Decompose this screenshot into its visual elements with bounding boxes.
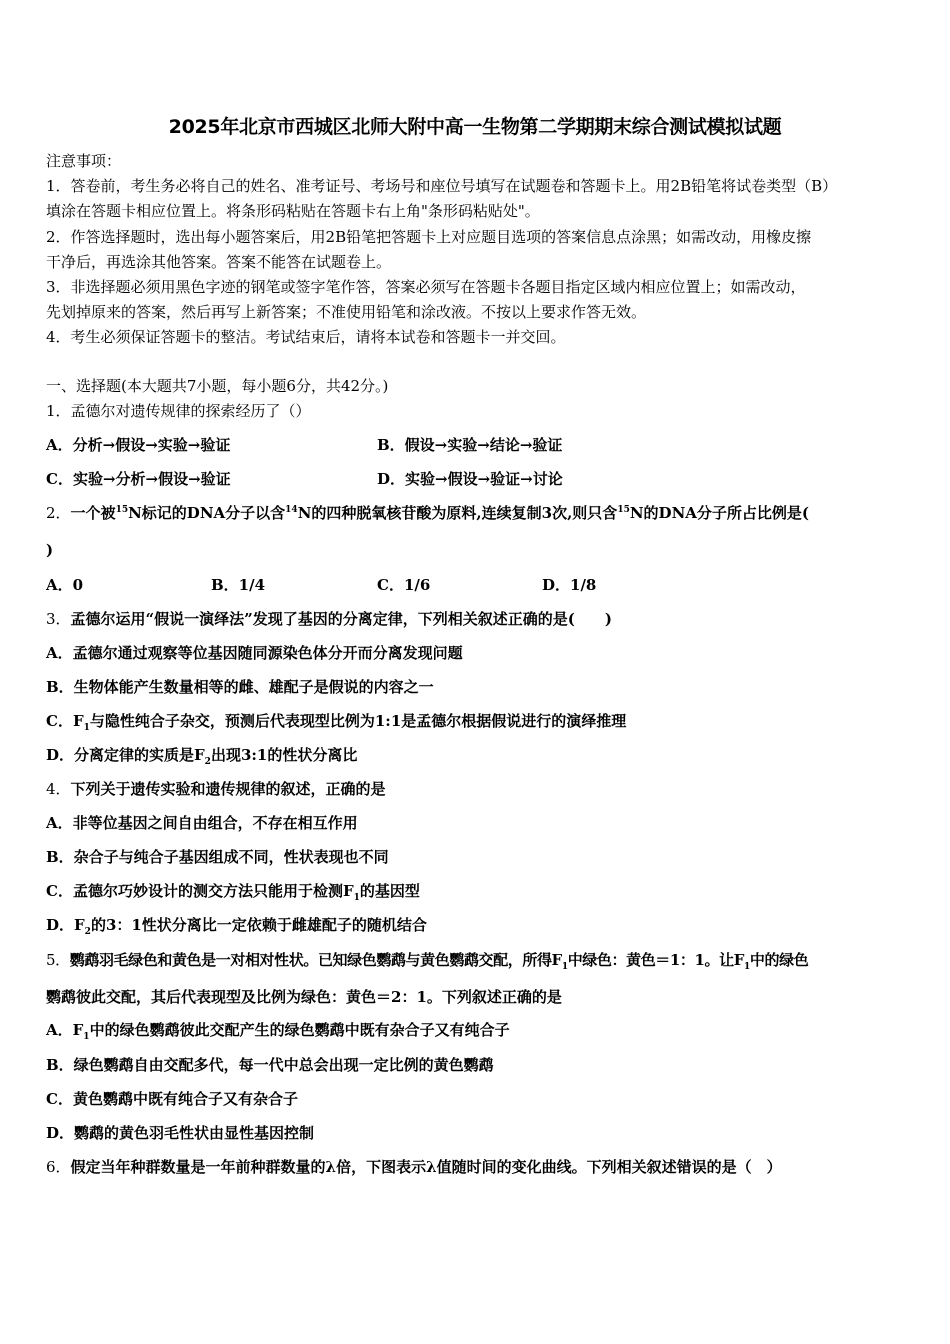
option-text: 的基因型 [359, 882, 420, 900]
question-2 [46, 503, 809, 523]
option-d [46, 915, 427, 935]
question-2-continuation: ) [46, 541, 54, 559]
question-5-continuation: 鹦鹉彼此交配，其后代表现型及比例为绿色：黄色＝2：1。下列叙述正确的是 [46, 988, 562, 1006]
option-b: B．生物体能产生数量相等的雌、雄配子是假说的内容之一 [46, 678, 434, 696]
notice-line: 2．作答选择题时，选出每小题答案后，用2B铅笔把答题卡上对应题目选项的答案信息点涂黑；如需改动，用橡皮擦 [46, 228, 812, 246]
option-c: C．黄色鹦鹉中既有纯合子又有杂合子 [46, 1090, 298, 1108]
subscript: 2 [84, 927, 91, 937]
stem-text: 鹦鹉羽毛绿色和黄色是一对相对性状。已知绿色鹦鹉与黄色鹦鹉交配，所得F [69, 951, 562, 969]
page-title: 2025年北京市西城区北师大附中高一生物第二学期期末综合测试模拟试题 [168, 116, 782, 138]
subscript: 1 [83, 1032, 90, 1042]
stem-text: 中的绿色 [749, 951, 809, 969]
question-stem: 孟德尔运用“假说一演绎法”发现了基因的分离定律，下列相关叙述正确的是( ) [70, 610, 613, 628]
option-d: D．实验→假设→验证→讨论 [377, 470, 563, 488]
option-b: B．杂合子与纯合子基因组成不同，性状表现也不同 [46, 848, 389, 866]
question-6 [46, 1157, 782, 1177]
notice-heading: 注意事项： [46, 152, 122, 170]
section-heading: 一、选择题(本大题共7小题，每小题6分，共42分。) [46, 377, 389, 395]
notice-line: 4．考生必须保证答题卡的整洁。考试结束后，请将本试卷和答题卡一并交回。 [46, 328, 566, 346]
question-5 [46, 950, 808, 970]
option-c: C．实验→分析→假设→验证 [46, 470, 231, 488]
option-text: 出现3:1的性状分离比 [210, 746, 358, 764]
option-b: B．假设→实验→结论→验证 [377, 436, 563, 454]
option-d: D．鹦鹉的黄色羽毛性状由显性基因控制 [46, 1124, 315, 1142]
question-number: 5． [46, 951, 70, 969]
question-stem: 孟德尔对遗传规律的探索经历了（） [70, 402, 311, 420]
subscript: 1 [744, 962, 750, 972]
option-a: A．孟德尔通过观察等位基因随同源染色体分开而分离发现问题 [46, 644, 463, 662]
notice-line: 先划掉原来的答案，然后再写上新答案；不准使用铅笔和涂改液。不按以上要求作答无效。 [46, 303, 647, 321]
option-b: B．1/4 [211, 576, 266, 594]
question-1 [46, 401, 311, 421]
option-text: 中的绿色鹦鹉彼此交配产生的绿色鹦鹉中既有杂合子又有纯合子 [89, 1021, 510, 1039]
question-stem: 假定当年种群数量是一年前种群数量的λ倍，下图表示λ值随时间的变化曲线。下列相关叙述错误的是（ ） [70, 1158, 782, 1176]
option-a: A．0 [46, 576, 84, 594]
option-text: 的3：1性状分离比一定依赖于雌雄配子的随机结合 [90, 916, 427, 934]
notice-line: 3．非选择题必须用黑色字迹的钢笔或签字笔作答，答案必须写在答题卡各题目指定区域内相应位置上；如需改动， [46, 278, 806, 296]
stem-text: 一个被 [70, 504, 116, 522]
option-c: C．1/6 [377, 576, 431, 594]
option-text: C．F [46, 712, 84, 730]
option-text: A．F [46, 1021, 84, 1039]
question-4 [46, 779, 386, 799]
question-stem: 下列关于遗传实验和遗传规律的叙述，正确的是 [70, 780, 386, 798]
option-c [46, 881, 420, 901]
option-c [46, 711, 626, 731]
stem-text: 中绿色：黄色＝1：1。让F [567, 951, 745, 969]
stem-text: N的DNA分子所占比例是( [629, 504, 810, 522]
question-number: 1． [46, 402, 71, 420]
subscript: 1 [561, 962, 568, 972]
option-a [46, 1020, 510, 1040]
option-text: C．孟德尔巧妙设计的测交方法只能用于检测F [46, 882, 354, 900]
option-d: D．1/8 [542, 576, 597, 594]
question-number: 3． [46, 610, 71, 628]
isotope-superscript: 14 [285, 505, 298, 515]
question-number: 4． [46, 780, 71, 798]
question-number: 2． [46, 504, 71, 522]
notice-line: 干净后，再选涂其他答案。答案不能答在试题卷上。 [46, 253, 392, 271]
question-3 [46, 609, 612, 629]
stem-text: N标记的DNA分子以含 [128, 504, 286, 522]
notice-line: 1．答卷前，考生务必将自己的姓名、准考证号、考场号和座位号填写在试题卷和答题卡上。用2B铅笔将试卷类型（B） [46, 177, 838, 195]
option-d [46, 745, 357, 765]
subscript: 1 [353, 893, 360, 903]
option-a: A．非等位基因之间自由组合，不存在相互作用 [46, 814, 358, 832]
isotope-superscript: 15 [115, 505, 129, 515]
stem-text: N的四种脱氧核苷酸为原料,连续复制3次,则只含 [297, 504, 618, 522]
option-b: B．绿色鹦鹉自由交配多代，每一代中总会出现一定比例的黄色鹦鹉 [46, 1056, 494, 1074]
option-text: D．F [46, 916, 85, 934]
subscript: 2 [204, 757, 211, 767]
question-number: 6． [46, 1158, 71, 1176]
subscript: 1 [83, 723, 90, 733]
isotope-superscript: 15 [617, 505, 630, 515]
option-text: D．分离定律的实质是F [46, 746, 205, 764]
option-text: 与隐性纯合子杂交，预测后代表现型比例为1:1是孟德尔根据假说进行的演绎推理 [89, 712, 627, 730]
option-a: A．分析→假设→实验→验证 [46, 436, 231, 454]
notice-line: 填涂在答题卡相应位置上。将条形码粘贴在答题卡右上角"条形码粘贴处"。 [46, 202, 540, 220]
